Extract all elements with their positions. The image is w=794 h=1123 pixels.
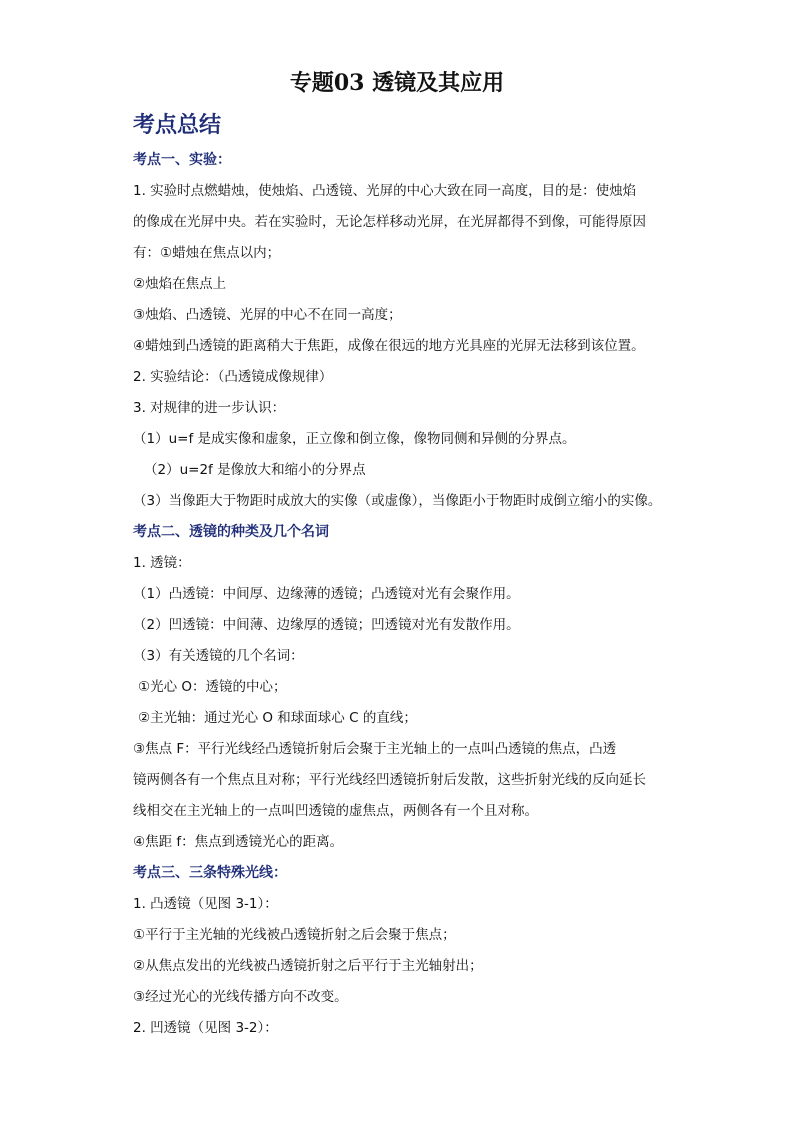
paragraph-line: ③焦点 F：平行光线经凸透镜折射后会聚于主光轴上的一点叫凸透镜的焦点，凸透: [133, 741, 617, 757]
paragraph-line: ①光心 O：透镜的中心；: [138, 679, 287, 695]
paragraph-line: 3. 对规律的进一步认识：: [133, 400, 286, 416]
paragraph-line: ④焦距 f：焦点到透镜光心的距离。: [133, 834, 344, 850]
topic-heading: 考点二、透镜的种类及几个名词: [133, 524, 329, 540]
paragraph-line: ②主光轴：通过光心 O 和球面球心 C 的直线；: [138, 710, 417, 726]
paragraph-line: （1）凸透镜：中间厚、边缘薄的透镜；凸透镜对光有会聚作用。: [133, 586, 520, 602]
paragraph-line: （3）当像距大于物距时成放大的实像（或虚像），当像距小于物距时成倒立缩小的实像。: [133, 493, 662, 509]
paragraph-line: 1. 透镜：: [133, 555, 191, 571]
paragraph-line: 1. 凸透镜（见图 3-1）：: [133, 896, 278, 912]
paragraph-line: ②烛焰在焦点上: [133, 276, 227, 292]
paragraph-line: 的像成在光屏中央。若在实验时，无论怎样移动光屏，在光屏都得不到像，可能得原因: [133, 214, 646, 230]
page-title: 专题03 透镜及其应用: [289, 70, 505, 96]
paragraph-line: （1）u=f 是成实像和虚象，正立像和倒立像，像物同侧和异侧的分界点。: [133, 431, 576, 447]
paragraph-line: 1. 实验时点燃蜡烛，使烛焰、凸透镜、光屏的中心大致在同一高度，目的是：使烛焰: [133, 183, 637, 199]
paragraph-line: 有：①蜡烛在焦点以内；: [133, 245, 281, 261]
paragraph-line: 2. 实验结论：（凸透镜成像规律）: [133, 369, 333, 385]
paragraph-line: ①平行于主光轴的光线被凸透镜折射之后会聚于焦点；: [133, 927, 456, 943]
paragraph-line: （3）有关透镜的几个名词：: [133, 648, 304, 664]
topic-heading: 考点一、实验：: [133, 152, 231, 168]
paragraph-line: 2. 凹透镜（见图 3-2）：: [133, 1020, 278, 1036]
paragraph-line: ③经过光心的光线传播方向不改变。: [133, 989, 348, 1005]
paragraph-line: 镜两侧各有一个焦点且对称；平行光线经凹透镜折射后发散，这些折射光线的反向延长: [133, 772, 646, 788]
paragraph-line: （2）u=2f 是像放大和缩小的分界点: [144, 462, 366, 478]
section-heading: 考点总结: [133, 112, 222, 138]
paragraph-line: ②从焦点发出的光线被凸透镜折射之后平行于主光轴射出；: [133, 958, 483, 974]
paragraph-line: （2）凹透镜：中间薄、边缘厚的透镜；凹透镜对光有发散作用。: [133, 617, 520, 633]
paragraph-line: ③烛焰、凸透镜、光屏的中心不在同一高度；: [133, 307, 402, 323]
topic-heading: 考点三、三条特殊光线：: [133, 865, 287, 881]
paragraph-line: 线相交在主光轴上的一点叫凹透镜的虚焦点，两侧各有一个且对称。: [133, 803, 538, 819]
paragraph-line: ④蜡烛到凸透镜的距离稍大于焦距，成像在很远的地方光具座的光屏无法移到该位置。: [133, 338, 645, 354]
